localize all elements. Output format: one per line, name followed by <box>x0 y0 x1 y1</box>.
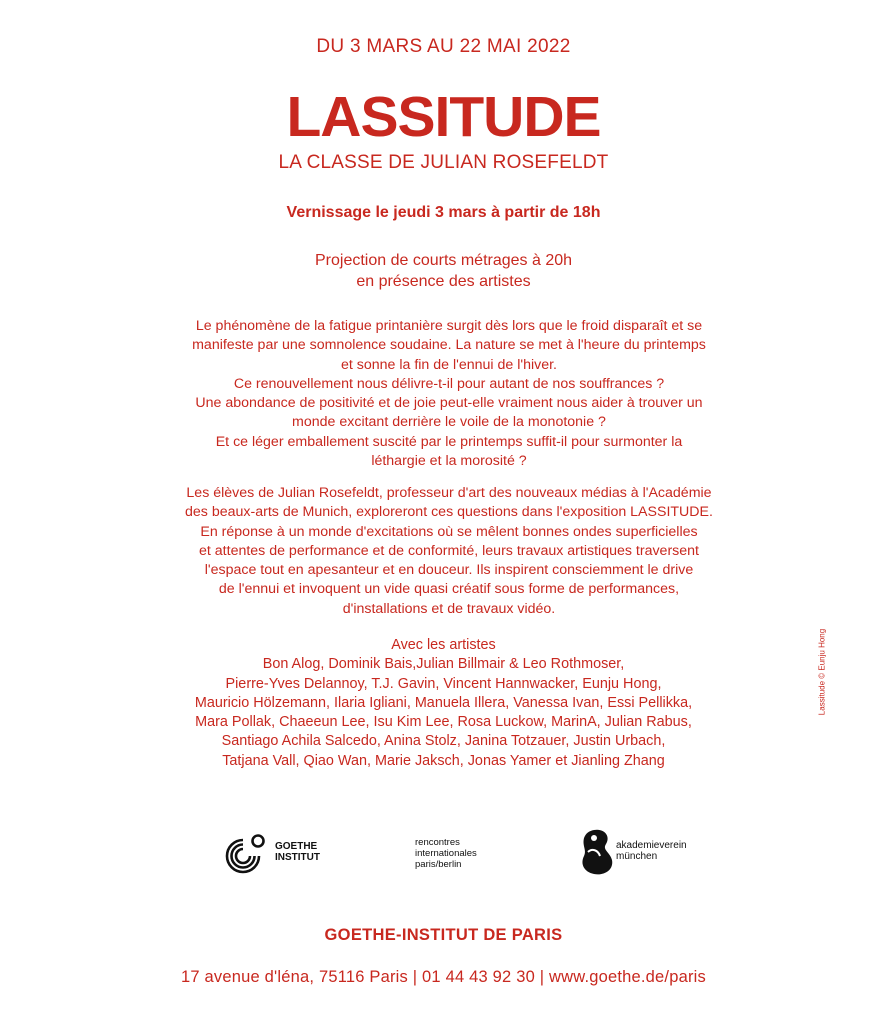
venue-address: 17 avenue d'léna, 75116 Paris | 01 44 43 92 30 | www.goethe.de/paris <box>181 968 706 986</box>
description-paragraph-2 <box>138 484 760 619</box>
artists-heading: Avec les artistes <box>391 637 496 653</box>
text-line: Ce renouvellement nous délivre-t-il pour autant de nos souffrances ? <box>233 375 665 392</box>
exhibition-dates: DU 3 MARS AU 22 MAI 2022 <box>316 36 571 57</box>
text-line: et sonne la fin de l'ennui de l'hiver. <box>340 356 557 373</box>
text-line: et attentes de performance et de conformité, leurs travaux artistiques traversent <box>199 542 699 559</box>
akademieverein-logo <box>580 826 687 876</box>
vernissage-info: Vernissage le jeudi 3 mars à partir de 18h <box>286 204 601 221</box>
description-paragraph-1 <box>138 317 760 471</box>
logo-text-line: rencontres <box>415 837 460 848</box>
logo-text-line: paris/berlin <box>415 859 462 870</box>
text-line: léthargie et la morosité ? <box>371 453 527 470</box>
text-line: Le phénomène de la fatigue printanière surgit dès lors que le froid disparaît et se <box>195 318 703 334</box>
logo-text-line: GOETHE <box>275 841 318 852</box>
artists-list <box>0 636 887 771</box>
exhibition-subtitle: LA CLASSE DE JULIAN ROSEFELDT <box>278 152 609 173</box>
goethe-logo-text <box>275 841 320 863</box>
venue-name: GOETHE-INSTITUT DE PARIS <box>324 926 563 944</box>
image-credit: Lassitude © Eunju Hong <box>817 628 827 716</box>
text-line: de l'ennui et invoquent un vide quasi créatif sous forme de performances, <box>218 581 680 598</box>
text-line: des beaux-arts de Munich, exploreront ces questions dans l'exposition LASSITUDE. <box>185 504 713 521</box>
logo-text-line: internationales <box>415 848 477 859</box>
artists-line: Santiago Achila Salcedo, Anina Stolz, Janina Totzauer, Justin Urbach, <box>221 733 666 750</box>
text-line: monde excitant derrière le voile de la monotonie ? <box>292 414 606 431</box>
projection-line: Projection de courts métrages à 20h <box>314 252 573 269</box>
akademie-logo-text <box>616 840 687 862</box>
goethe-circles-icon <box>225 830 269 874</box>
text-line: manifeste par une somnolence soudaine. La nature se met à l'heure du printemps <box>192 337 706 354</box>
logo-text-line: akademieverein <box>616 840 687 851</box>
projection-info <box>0 250 887 292</box>
artists-line: Bon Alog, Dominik Bais,Julian Billmair & Leo Rothmoser, <box>262 656 625 673</box>
rencontres-logo <box>415 837 477 870</box>
logo-text-line: INSTITUT <box>275 852 320 863</box>
text-line: d'installations et de travaux vidéo. <box>342 600 556 617</box>
text-line: l'espace tout en apesanteur et en douceur. Ils inspirent consciemment le drive <box>204 562 694 579</box>
text-line: Et ce léger emballement suscité par le printemps suffit-il pour surmonter la <box>215 433 683 450</box>
text-line: Une abondance de positivité et de joie peut-elle vraiment nous aider à trouver un <box>195 395 703 412</box>
exhibition-title: LASSITUDE <box>286 85 601 149</box>
logo-text-line: münchen <box>616 851 658 862</box>
artists-line: Mara Pollak, Chaeeun Lee, Isu Kim Lee, Rosa Luckow, MarinA, Julian Rabus, <box>195 714 692 731</box>
rencontres-logo-text <box>415 837 477 870</box>
artists-line: Tatjana Vall, Qiao Wan, Marie Jaksch, Jonas Yamer et Jianling Zhang <box>222 752 665 769</box>
goethe-institut-logo <box>225 830 320 874</box>
akademie-blob-icon <box>580 826 614 876</box>
artists-line: Pierre-Yves Delannoy, T.J. Gavin, Vincent Hannwacker, Eunju Hong, <box>225 675 662 692</box>
projection-line: en présence des artistes <box>356 273 531 290</box>
artists-line: Mauricio Hölzemann, Ilaria Igliani, Manuela Illera, Vanessa Ivan, Essi Pellikka, <box>194 694 693 711</box>
text-line: En réponse à un monde d'excitations où se mêlent bonnes ondes superficielles <box>200 523 698 540</box>
text-line: Les élèves de Julian Rosefeldt, professeur d'art des nouveaux médias à l'Académie <box>186 485 712 501</box>
